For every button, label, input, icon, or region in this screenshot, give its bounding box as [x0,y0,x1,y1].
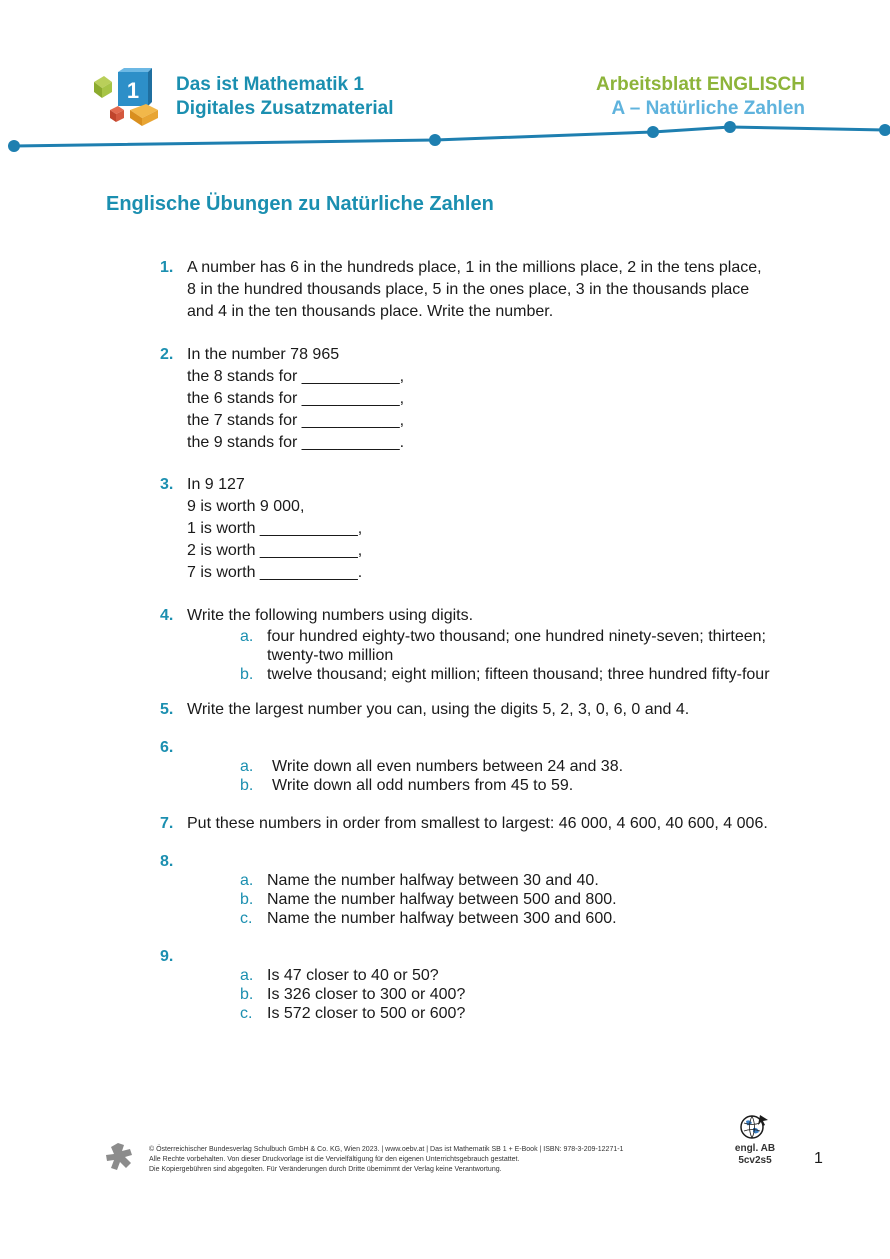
question-text: Write the largest number you can, using the digits 5, 2, 3, 0, 6, 0 and 4. [187,701,690,718]
footer-copyright [149,1145,623,1175]
globe-icon[interactable] [740,1113,770,1140]
sub-question [240,871,800,890]
question-text: 8 in the hundred thousands place, 5 in the ones place, 3 in the thousands place [187,281,750,298]
sub-text: twelve thousand; eight million; fifteen thousand; three hundred fifty-four [267,666,770,683]
sub-letter: a. [240,758,254,775]
footer-line: © Österreichischer Bundesverlag Schulbuch GmbH & Co. KG, Wien 2023. | www.oebv.at | Das ist Mathematik SB 1 + E-Book | ISBN: 978-3-209-12271-1 [149,1146,624,1153]
sub-question [240,909,800,928]
sub-text: Name the number halfway between 500 and 800. [267,891,617,908]
question-number: 6. [160,739,174,756]
answer-line: the 8 stands for ___________, [187,368,405,385]
timeline-dot [647,126,659,138]
logo-digit: 1 [126,78,140,103]
question-number: 3. [160,476,174,493]
question-8 [160,851,800,928]
header-timeline [0,118,890,158]
sub-letter: a. [240,967,254,984]
sub-text: Name the number halfway between 300 and 600. [267,910,617,927]
page-number: 1 [814,1150,823,1167]
sub-letter: c. [240,1005,253,1022]
sub-question [240,1004,800,1023]
question-text: Write the following numbers using digits. [187,607,474,624]
question-text: and 4 in the ten thousands place. Write the number. [187,303,554,320]
online-code-label: engl. AB [734,1143,776,1154]
sub-question [240,890,800,909]
chapter-title: A – Natürliche Zahlen [611,98,805,119]
header-worksheet-info [596,73,805,121]
sub-text: Write down all even numbers between 24 and 38. [272,758,624,775]
question-1 [160,257,800,323]
sub-text: Is 47 closer to 40 or 50? [267,967,439,984]
question-2 [160,344,800,454]
sub-letter: c. [240,910,253,927]
question-4 [160,605,800,684]
question-number: 9. [160,948,174,965]
sub-text: four hundred eighty-two thousand; one hundred ninety-seven; thirteen; [267,628,766,645]
sub-text: Is 572 closer to 500 or 600? [267,1005,466,1022]
timeline-dot [724,121,736,133]
answer-line: the 9 stands for ___________. [187,434,405,451]
online-code-value: 5cv2s5 [738,1155,772,1166]
online-code[interactable] [733,1143,777,1167]
question-5 [160,699,800,721]
sub-letter: b. [240,777,254,794]
question-9 [160,946,800,1023]
publisher-logo [104,1141,136,1173]
timeline-dot [429,134,441,146]
worksheet-type: Arbeitsblatt ENGLISCH [595,74,805,95]
question-6 [160,737,800,795]
sub-text: Is 326 closer to 300 or 400? [267,986,466,1003]
sub-question [240,627,800,665]
question-number: 4. [160,607,174,624]
question-number: 8. [160,853,174,870]
sub-letter: a. [240,872,254,889]
answer-line: 1 is worth ___________, [187,520,363,537]
sub-question [240,985,800,1004]
sub-text: twenty-two million [267,647,394,664]
header-book-info [176,73,394,121]
timeline-dot [8,140,20,152]
answer-line: the 6 stands for ___________, [187,390,405,407]
question-text: In the number 78 965 [187,346,340,363]
question-text: Put these numbers in order from smallest to largest: 46 000, 4 600, 40 600, 4 006. [187,815,768,832]
footer-line: Die Kopiergebühren sind abgegolten. Für Veränderungen durch Dritte übernimmt der Verlag keine Verantwortung. [149,1166,502,1173]
question-number: 1. [160,259,174,276]
sub-text: Write down all odd numbers from 45 to 59. [272,777,574,794]
book-title: Das ist Mathematik 1 [176,74,364,95]
sub-question [240,966,800,985]
book-subtitle: Digitales Zusatzmaterial [176,98,394,119]
sub-question [240,776,800,795]
question-number: 2. [160,346,174,363]
sub-question [240,757,800,776]
answer-line: 2 is worth ___________, [187,542,363,559]
answer-line: 7 is worth ___________. [187,564,363,581]
sub-text: Name the number halfway between 30 and 40. [267,872,599,889]
sub-question [240,665,800,684]
question-7 [160,813,800,835]
question-text: A number has 6 in the hundreds place, 1 in the millions place, 2 in the tens place, [187,259,762,276]
footer-line: Alle Rechte vorbehalten. Von dieser Druckvorlage ist die Vervielfältigung für den eigenen Unterrichtsgebrauch gestattet. [149,1156,520,1163]
question-text: In 9 127 [187,476,245,493]
question-text: 9 is worth 9 000, [187,498,305,515]
page-title: Englische Übungen zu Natürliche Zahlen [106,193,494,215]
question-number: 5. [160,701,174,718]
question-3 [160,474,800,584]
sub-letter: b. [240,666,254,683]
sub-letter: b. [240,986,254,1003]
sub-letter: b. [240,891,254,908]
sub-letter: a. [240,628,254,645]
answer-line: the 7 stands for ___________, [187,412,405,429]
timeline-dot [879,124,890,136]
question-number: 7. [160,815,174,832]
